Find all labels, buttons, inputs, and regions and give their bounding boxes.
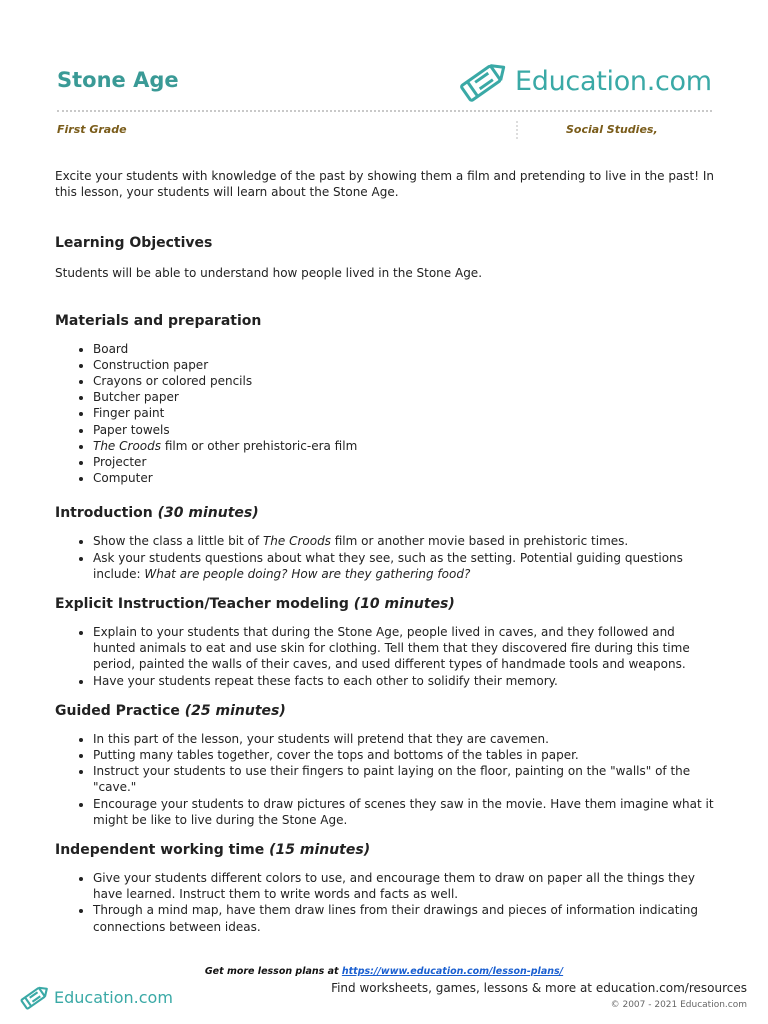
lesson-plans-link[interactable]: https://www.education.com/lesson-plans/ <box>341 966 564 977</box>
learning-objectives-text: Students will be able to understand how people lived in the Stone Age. <box>55 266 483 281</box>
item-italic: The Croods <box>262 534 331 549</box>
materials-list <box>55 341 715 487</box>
introduction-heading <box>55 504 715 522</box>
heading-text: Introduction <box>55 505 153 522</box>
lesson-content <box>55 168 715 935</box>
list-item: • Putting many tables together, cover the tops and bottoms of the tables in paper. <box>93 747 715 763</box>
intro-paragraph: Excite your students with knowledge of the past by showing them a film and pretending to live in the past! In this lesson, your students will learn about the Stone Age. <box>55 169 715 200</box>
footer-logo[interactable] <box>18 982 173 1012</box>
item-italic: What are people doing? How are they gathering food? <box>144 566 471 581</box>
list-item: • Board <box>93 341 715 357</box>
subject-label: Social Studies, <box>566 123 658 136</box>
heading-text: Independent working time <box>55 842 265 859</box>
introduction-list <box>55 533 715 582</box>
pencil-logo-icon <box>456 56 512 106</box>
list-item: • Crayons or colored pencils <box>93 373 715 389</box>
list-item: • Encourage your students to draw pictures of scenes they saw in the movie. Have them imagine what it might be like to live during the Stone Age. <box>93 796 715 828</box>
heading-text: Guided Practice <box>55 702 180 719</box>
logo-text: Education.com <box>515 65 712 97</box>
education-logo[interactable] <box>456 56 712 106</box>
footer-find-text: Find worksheets, games, lessons & more at education.com/resources <box>331 981 747 995</box>
list-item: • Computer <box>93 470 715 486</box>
list-item: • Construction paper <box>93 357 715 373</box>
header-divider <box>57 110 712 112</box>
item-text: Show the class a little bit of <box>93 534 263 549</box>
film-rest: film or other prehistoric-era film <box>161 438 358 453</box>
list-item: • Explain to your students that during the Stone Age, people lived in caves, and they followed and hunted animals to eat and use skin for clothing. Tell them that they discovered fire during this time period, painted the walls of their caves, and used different types of handmade tools and weapons. <box>93 624 715 673</box>
list-item: • Give your students different colors to use, and encourage them to draw on paper all the things they have learned. Instruct them to write words and facts as well. <box>93 870 715 902</box>
list-item <box>93 550 715 582</box>
explicit-instruction-list <box>55 624 715 689</box>
list-item: • Through a mind map, have them draw lines from their drawings and pieces of information indicating connections between ideas. <box>93 902 715 934</box>
footer-copyright: © 2007 - 2021 Education.com <box>610 1000 747 1010</box>
header-column-divider <box>516 121 518 139</box>
list-item: • Instruct your students to use their fingers to paint laying on the floor, painting on the "walls" of the "cave." <box>93 763 715 795</box>
item-text: Ask your students questions about what they see, such as the setting. Potential guiding questions include: <box>93 550 683 581</box>
heading-duration: (30 minutes) <box>157 505 259 522</box>
learning-objectives-heading: Learning Objectives <box>55 235 213 252</box>
heading-text: Explicit Instruction/Teacher modeling <box>55 596 349 613</box>
materials-heading: Materials and preparation <box>55 312 262 329</box>
explicit-instruction-heading <box>55 595 715 613</box>
footer-logo-text: Education.com <box>54 987 173 1007</box>
list-item: • Projecter <box>93 454 715 470</box>
footer-more-text: Get more lesson plans at <box>204 966 342 977</box>
list-item: • Paper towels <box>93 422 715 438</box>
list-item: • Have your students repeat these facts to each other to solidify their memory. <box>93 673 715 689</box>
list-item: • Butcher paper <box>93 389 715 405</box>
independent-working-list <box>55 870 715 935</box>
list-item <box>93 438 715 454</box>
independent-working-heading <box>55 841 715 859</box>
footer-more-lessons <box>0 966 768 977</box>
guided-practice-list <box>55 731 715 828</box>
list-item: • Finger paint <box>93 405 715 421</box>
item-text: film or another movie based in prehistoric times. <box>330 534 629 549</box>
grade-label: First Grade <box>57 123 127 136</box>
film-title: The Croods <box>93 438 161 453</box>
heading-duration: (15 minutes) <box>269 842 371 859</box>
list-item <box>93 533 715 549</box>
list-item: • In this part of the lesson, your students will pretend that they are cavemen. <box>93 731 715 747</box>
guided-practice-heading <box>55 702 715 720</box>
page-title: Stone Age <box>57 68 179 92</box>
pencil-logo-icon <box>18 982 52 1012</box>
heading-duration: (25 minutes) <box>184 702 286 719</box>
heading-duration: (10 minutes) <box>353 596 455 613</box>
